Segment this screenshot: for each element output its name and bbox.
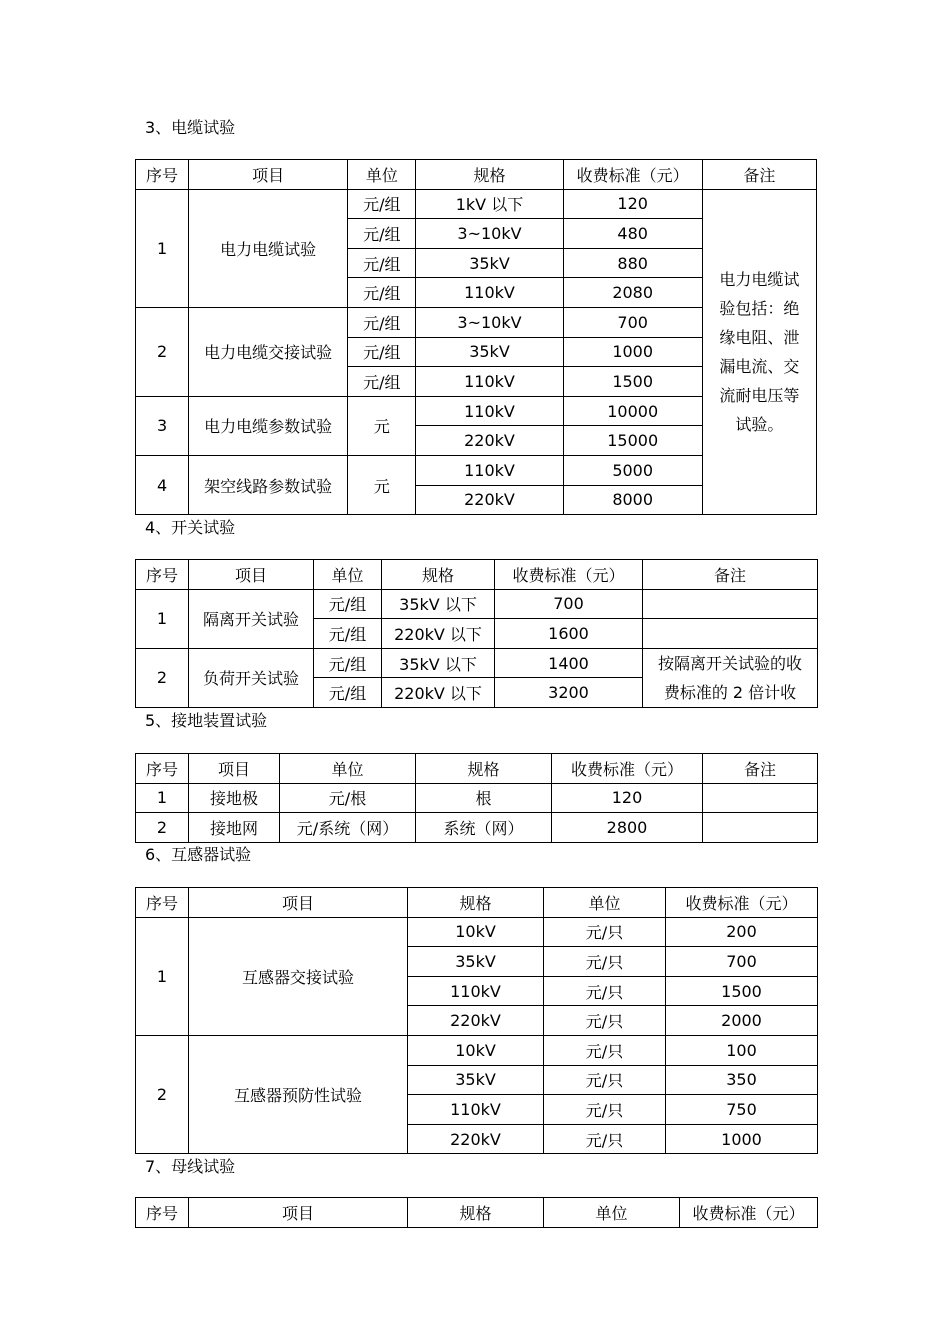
fee-cell: 2080 — [563, 278, 702, 308]
unit-cell: 元/组 — [348, 248, 416, 278]
table-row — [136, 783, 818, 813]
unit-cell: 元/组 — [348, 307, 416, 337]
unit-cell: 元/系统（网） — [280, 813, 416, 843]
section-6-title: 6、互感器试验 — [145, 845, 252, 864]
header-cell: 备注 — [703, 754, 818, 784]
row-number: 1 — [136, 917, 189, 1035]
fee-cell: 15000 — [563, 426, 702, 456]
spec-cell: 220kV 以下 — [382, 619, 495, 649]
header-cell: 序号 — [136, 160, 189, 190]
table-header-row — [136, 560, 818, 590]
fee-cell: 1000 — [563, 337, 702, 367]
header-cell: 规格 — [416, 160, 563, 190]
note-cell: 电力电缆试验包括：绝缘电阻、泄漏电流、交流耐电压等试验。 — [702, 189, 816, 515]
fee-cell: 8000 — [563, 485, 702, 515]
busbar-test-table — [135, 1197, 818, 1228]
unit-cell: 元/组 — [348, 367, 416, 397]
header-cell: 备注 — [643, 560, 818, 590]
fee-cell: 100 — [666, 1035, 818, 1065]
fee-cell: 1600 — [495, 619, 643, 649]
fee-cell: 350 — [666, 1065, 818, 1095]
fee-cell: 3200 — [495, 678, 643, 708]
spec-cell: 220kV — [408, 1006, 544, 1036]
header-cell: 单位 — [314, 560, 382, 590]
unit-cell: 元/组 — [348, 189, 416, 219]
table-header-row — [136, 1198, 818, 1228]
header-cell: 序号 — [136, 1198, 189, 1228]
header-cell: 备注 — [702, 160, 816, 190]
spec-cell: 110kV — [416, 367, 563, 397]
unit-cell: 元 — [348, 455, 416, 514]
fee-cell: 700 — [563, 307, 702, 337]
fee-cell: 200 — [666, 917, 818, 947]
fee-cell: 10000 — [563, 396, 702, 426]
fee-cell: 2000 — [666, 1006, 818, 1036]
unit-cell: 元/只 — [544, 1124, 666, 1154]
unit-cell: 元/组 — [314, 648, 382, 678]
spec-cell: 3~10kV — [416, 219, 563, 249]
unit-cell: 元/组 — [314, 619, 382, 649]
unit-cell: 元/组 — [348, 219, 416, 249]
header-cell: 序号 — [136, 560, 189, 590]
header-cell: 单位 — [280, 754, 416, 784]
header-cell: 收费标准（元） — [666, 888, 818, 918]
spec-cell: 220kV — [416, 426, 563, 456]
spec-cell: 系统（网） — [416, 813, 552, 843]
section-7-title: 7、母线试验 — [145, 1157, 236, 1176]
section-5-title: 5、接地装置试验 — [145, 711, 268, 730]
fee-cell: 750 — [666, 1095, 818, 1125]
table-row — [136, 1035, 818, 1065]
row-number: 1 — [136, 783, 189, 813]
switch-test-table — [135, 559, 818, 708]
unit-cell: 元/只 — [544, 1095, 666, 1125]
item-name: 接地极 — [189, 783, 280, 813]
spec-cell: 35kV 以下 — [382, 589, 495, 619]
header-cell: 规格 — [408, 1198, 544, 1228]
item-name: 接地网 — [189, 813, 280, 843]
header-cell: 收费标准（元） — [552, 754, 703, 784]
spec-cell: 110kV — [416, 455, 563, 485]
fee-cell: 880 — [563, 248, 702, 278]
table-row — [136, 189, 817, 219]
item-name: 电力电缆交接试验 — [189, 307, 348, 396]
row-number: 3 — [136, 396, 189, 455]
fee-cell: 700 — [666, 947, 818, 977]
table-header-row — [136, 754, 818, 784]
header-cell: 单位 — [544, 1198, 680, 1228]
header-cell: 项目 — [189, 560, 314, 590]
table-header-row — [136, 160, 817, 190]
note-cell — [643, 589, 818, 619]
transformer-test-table — [135, 887, 818, 1154]
row-number: 2 — [136, 1035, 189, 1153]
spec-cell: 1kV 以下 — [416, 189, 563, 219]
note-cell — [703, 813, 818, 843]
unit-cell: 元/只 — [544, 1035, 666, 1065]
fee-cell: 120 — [552, 783, 703, 813]
unit-cell: 元 — [348, 396, 416, 455]
unit-cell: 元/组 — [348, 278, 416, 308]
unit-cell: 元/只 — [544, 947, 666, 977]
header-cell: 序号 — [136, 754, 189, 784]
spec-cell: 35kV — [416, 337, 563, 367]
header-cell: 收费标准（元） — [680, 1198, 818, 1228]
unit-cell: 元/组 — [348, 337, 416, 367]
fee-cell: 700 — [495, 589, 643, 619]
spec-cell: 35kV — [408, 1065, 544, 1095]
unit-cell: 元/组 — [314, 589, 382, 619]
table-header-row — [136, 888, 818, 918]
spec-cell: 35kV 以下 — [382, 648, 495, 678]
item-name: 隔离开关试验 — [189, 589, 314, 648]
spec-cell: 110kV — [408, 1095, 544, 1125]
grounding-test-table — [135, 753, 818, 843]
header-cell: 规格 — [408, 888, 544, 918]
item-name: 电力电缆试验 — [189, 189, 348, 307]
note-cell: 按隔离开关试验的收费标准的 2 倍计收 — [643, 648, 818, 707]
item-name: 电力电缆参数试验 — [189, 396, 348, 455]
table-row — [136, 917, 818, 947]
spec-cell: 220kV 以下 — [382, 678, 495, 708]
row-number: 1 — [136, 589, 189, 648]
table-row — [136, 648, 818, 678]
fee-cell: 480 — [563, 219, 702, 249]
header-cell: 项目 — [189, 160, 348, 190]
item-name: 互感器交接试验 — [189, 917, 408, 1035]
spec-cell: 3~10kV — [416, 307, 563, 337]
header-cell: 规格 — [382, 560, 495, 590]
header-cell: 规格 — [416, 754, 552, 784]
item-name: 架空线路参数试验 — [189, 455, 348, 514]
row-number: 2 — [136, 307, 189, 396]
section-4-title: 4、开关试验 — [145, 518, 236, 537]
fee-cell: 2800 — [552, 813, 703, 843]
header-cell: 序号 — [136, 888, 189, 918]
header-cell: 收费标准（元） — [563, 160, 702, 190]
row-number: 2 — [136, 813, 189, 843]
spec-cell: 220kV — [416, 485, 563, 515]
header-cell: 项目 — [189, 754, 280, 784]
header-cell: 单位 — [544, 888, 666, 918]
fee-cell: 1400 — [495, 648, 643, 678]
row-number: 2 — [136, 648, 189, 707]
spec-cell: 110kV — [416, 278, 563, 308]
unit-cell: 元/只 — [544, 917, 666, 947]
fee-cell: 120 — [563, 189, 702, 219]
spec-cell: 35kV — [416, 248, 563, 278]
unit-cell: 元/组 — [314, 678, 382, 708]
unit-cell: 元/根 — [280, 783, 416, 813]
header-cell: 项目 — [189, 1198, 408, 1228]
header-cell: 项目 — [189, 888, 408, 918]
header-cell: 收费标准（元） — [495, 560, 643, 590]
note-cell — [643, 619, 818, 649]
table-row — [136, 813, 818, 843]
fee-cell: 1500 — [666, 976, 818, 1006]
header-cell: 单位 — [348, 160, 416, 190]
spec-cell: 35kV — [408, 947, 544, 977]
item-name: 互感器预防性试验 — [189, 1035, 408, 1153]
unit-cell: 元/只 — [544, 976, 666, 1006]
cable-test-table — [135, 159, 817, 515]
fee-cell: 5000 — [563, 455, 702, 485]
note-cell — [703, 783, 818, 813]
fee-cell: 1500 — [563, 367, 702, 397]
item-name: 负荷开关试验 — [189, 648, 314, 707]
table-row — [136, 589, 818, 619]
fee-cell: 1000 — [666, 1124, 818, 1154]
spec-cell: 110kV — [408, 976, 544, 1006]
unit-cell: 元/只 — [544, 1006, 666, 1036]
spec-cell: 10kV — [408, 917, 544, 947]
row-number: 1 — [136, 189, 189, 307]
spec-cell: 10kV — [408, 1035, 544, 1065]
section-3-title: 3、电缆试验 — [145, 118, 236, 137]
spec-cell: 220kV — [408, 1124, 544, 1154]
spec-cell: 根 — [416, 783, 552, 813]
spec-cell: 110kV — [416, 396, 563, 426]
row-number: 4 — [136, 455, 189, 514]
unit-cell: 元/只 — [544, 1065, 666, 1095]
